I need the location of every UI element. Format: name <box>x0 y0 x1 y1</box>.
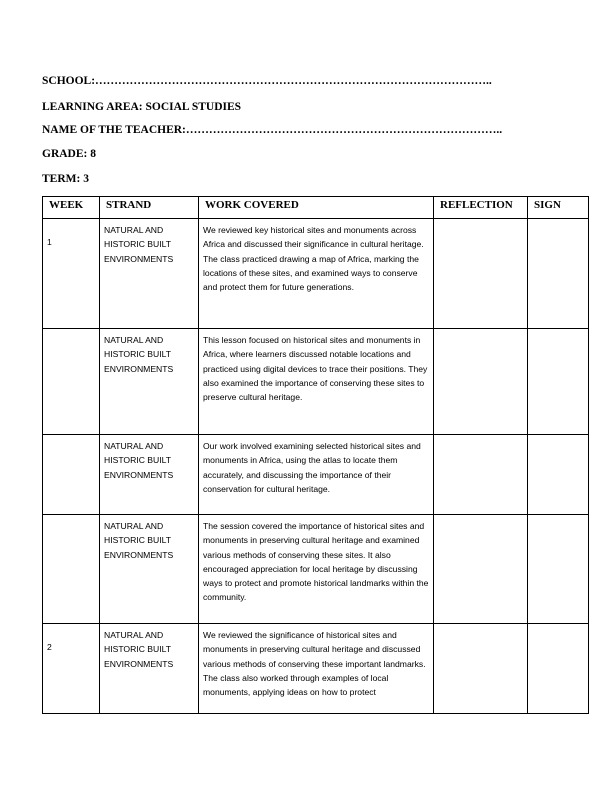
grade-heading: GRADE: 8 <box>42 148 96 160</box>
table-row <box>43 624 589 714</box>
work-covered-cell: We reviewed key historical sites and monuments across Africa and discussed their significance in cultural heritage. The class practiced drawing a map of Africa, marking the locations of these sites, and examined ways to conserve and protect them for future generations. <box>199 219 434 329</box>
sign-cell <box>528 435 589 515</box>
reflection-cell <box>434 515 528 624</box>
week-cell <box>43 515 100 624</box>
week-cell <box>43 624 100 714</box>
work-covered-cell: Our work involved examining selected historical sites and monuments in Africa, using the atlas to locate them accurately, and discussing the importance of their conservation for cultural heritage. <box>199 435 434 515</box>
table-row <box>43 435 589 515</box>
work-covered-cell: The session covered the importance of historical sites and monuments in preserving cultural heritage and examined various methods of conserving these sites. It also encouraged appreciation for local heritage by discussing ways to protect and promote historical landmarks within the community. <box>199 515 434 624</box>
column-header-week: WEEK <box>43 197 100 219</box>
school-field: SCHOOL:………………………………………………………………………………………….. <box>42 75 492 87</box>
work-covered-cell: This lesson focused on historical sites and monuments in Africa, where learners discussed notable locations and practiced using digital devices to trace their positions. They also examined the importance of conserving these sites to preserve cultural heritage. <box>199 329 434 435</box>
reflection-cell <box>434 435 528 515</box>
reflection-cell <box>434 329 528 435</box>
learning-area-heading: LEARNING AREA: SOCIAL STUDIES <box>42 101 242 113</box>
column-header-reflection: REFLECTION <box>434 197 528 219</box>
table-row <box>43 219 589 329</box>
table-header-row <box>43 197 589 219</box>
work-covered-table <box>42 196 589 714</box>
teacher-name-field: NAME OF THE TEACHER:……………………………………………………………………….. <box>42 124 503 136</box>
strand-cell: NATURAL AND HISTORIC BUILT ENVIRONMENTS <box>100 219 199 329</box>
week-cell <box>43 219 100 329</box>
strand-cell: NATURAL AND HISTORIC BUILT ENVIRONMENTS <box>100 624 199 714</box>
strand-cell: NATURAL AND HISTORIC BUILT ENVIRONMENTS <box>100 329 199 435</box>
sign-cell <box>528 515 589 624</box>
week-number: 1 <box>47 237 52 247</box>
strand-cell: NATURAL AND HISTORIC BUILT ENVIRONMENTS <box>100 515 199 624</box>
column-header-sign: SIGN <box>528 197 589 219</box>
column-header-strand: STRAND <box>100 197 199 219</box>
week-cell <box>43 435 100 515</box>
table-row <box>43 515 589 624</box>
sign-cell <box>528 624 589 714</box>
reflection-cell <box>434 219 528 329</box>
sign-cell <box>528 329 589 435</box>
work-covered-cell: We reviewed the significance of historical sites and monuments in preserving cultural heritage and discussed various methods of conserving these important landmarks. The class also worked through examples of local monuments, applying ideas on how to protect <box>199 624 434 714</box>
sign-cell <box>528 219 589 329</box>
strand-cell: NATURAL AND HISTORIC BUILT ENVIRONMENTS <box>100 435 199 515</box>
week-number: 2 <box>47 642 52 652</box>
column-header-work-covered: WORK COVERED <box>199 197 434 219</box>
term-heading: TERM: 3 <box>42 173 89 185</box>
table-row <box>43 329 589 435</box>
week-cell <box>43 329 100 435</box>
reflection-cell <box>434 624 528 714</box>
